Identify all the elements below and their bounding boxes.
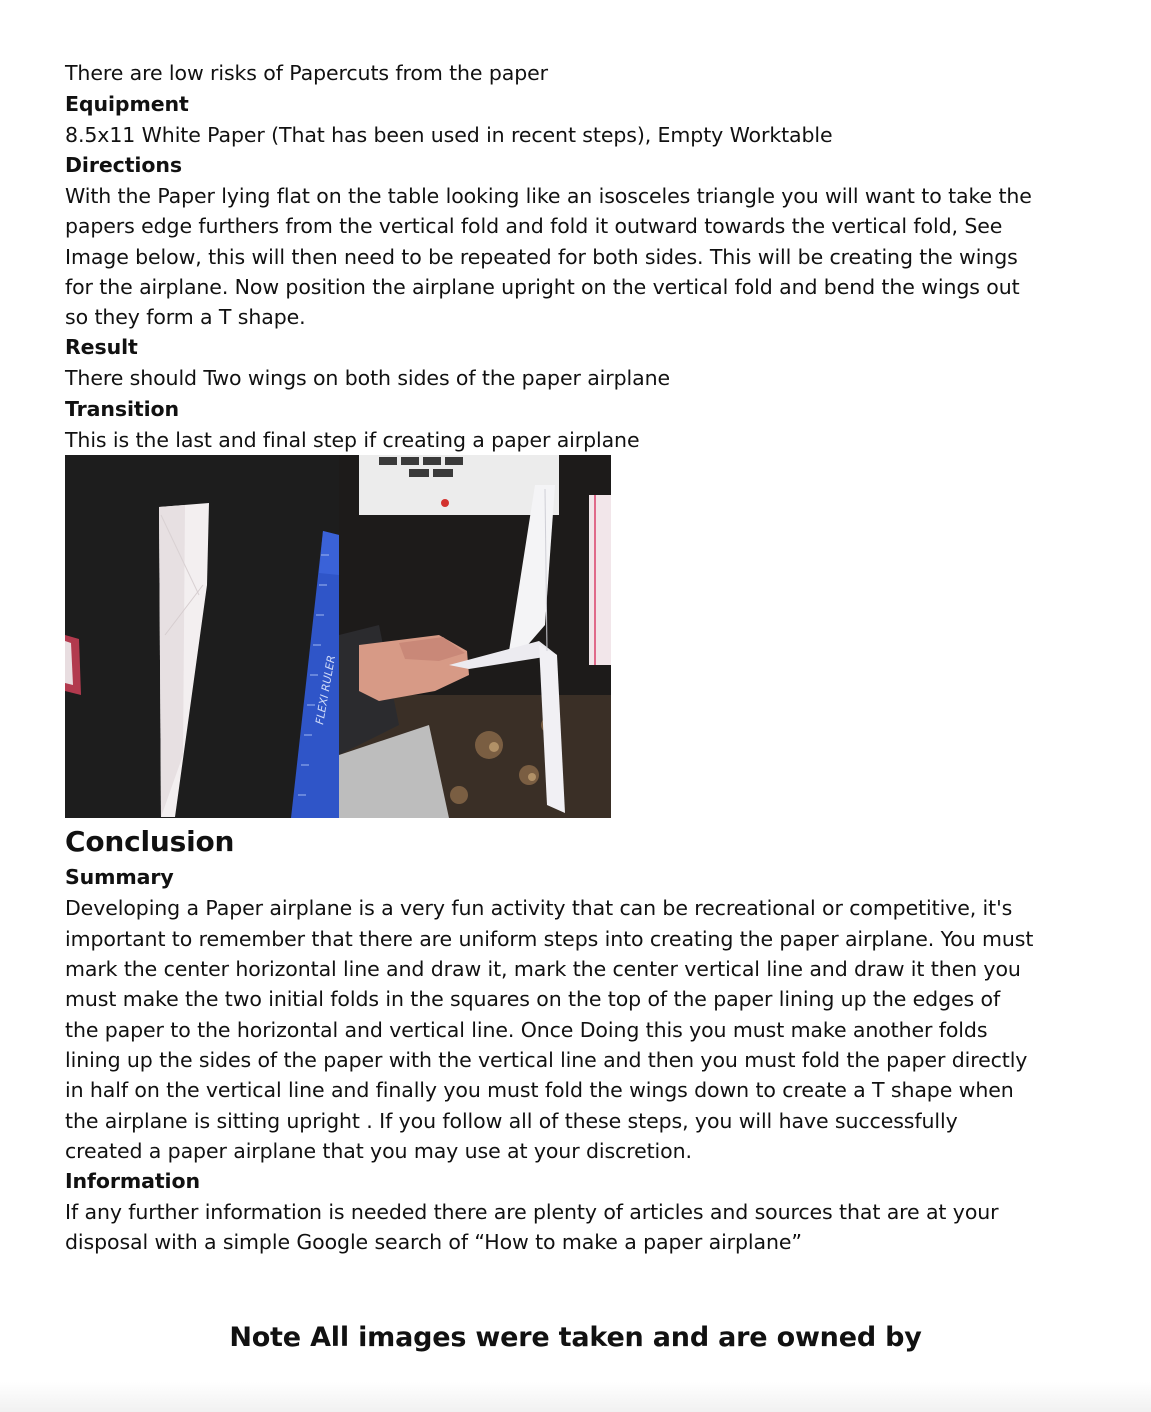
equipment-text: 8.5x11 White Paper (That has been used in recent steps), Empty Worktable bbox=[65, 122, 833, 147]
airplane-illustration bbox=[339, 455, 611, 818]
directions-text: With the Paper lying flat on the table looking like an isosceles triangle you will want to take the papers edge furthers from the vertical fold and fold it outward towards the vertical fold, See Image below, this will then need to be repeated for both sides. This will be creating the wings for the airplane. Now position the airplane upright on the vertical fold and bend the wings out so they form a T shape. bbox=[65, 184, 1032, 330]
ruler-label: FLEXI RULER bbox=[313, 654, 339, 727]
summary-text: Developing a Paper airplane is a very fun activity that can be recreational or competitive, it's important to remember that there are uniform steps into creating the paper airplane. You must mark the center horizontal line and draw it, mark the center vertical line and draw it then you must make the two initial folds in the squares on the top of the paper lining up the edges of the paper to the horizontal and vertical line. Once Doing this you must make another folds lining up the sides of the paper with the vertical line and then you must fold the paper directly in half on the vertical line and finally you must fold the wings down to create a T shape when the airplane is sitting upright . If you follow all of these steps, you will have successfully created a paper airplane that you may use at your discretion. bbox=[65, 896, 1034, 1163]
information-text: If any further information is needed there are plenty of articles and sources that are at your disposal with a simple Google search of “How to make a paper airplane” bbox=[65, 1200, 999, 1255]
directions-heading: Directions bbox=[65, 153, 182, 177]
information-heading: Information bbox=[65, 1169, 200, 1194]
image-ownership-note: Note All images were taken and are owned by bbox=[229, 1322, 922, 1353]
page-bottom-edge bbox=[0, 1382, 1151, 1412]
equipment-heading: Equipment bbox=[65, 91, 189, 116]
airplane-photo bbox=[339, 455, 611, 818]
folded-paper-illustration bbox=[65, 455, 339, 818]
folded-paper-photo bbox=[65, 455, 339, 818]
result-heading: Result bbox=[65, 335, 138, 360]
document-page bbox=[65, 58, 1035, 1258]
conclusion-title: Conclusion bbox=[65, 825, 235, 859]
result-text: There should Two wings on both sides of the paper airplane bbox=[65, 366, 670, 391]
risk-text: There are low risks of Papercuts from the paper bbox=[65, 61, 548, 85]
transition-heading: Transition bbox=[65, 396, 180, 421]
step-photos bbox=[65, 455, 611, 818]
transition-text: This is the last and final step if creating a paper airplane bbox=[65, 427, 640, 452]
summary-heading: Summary bbox=[65, 865, 174, 890]
